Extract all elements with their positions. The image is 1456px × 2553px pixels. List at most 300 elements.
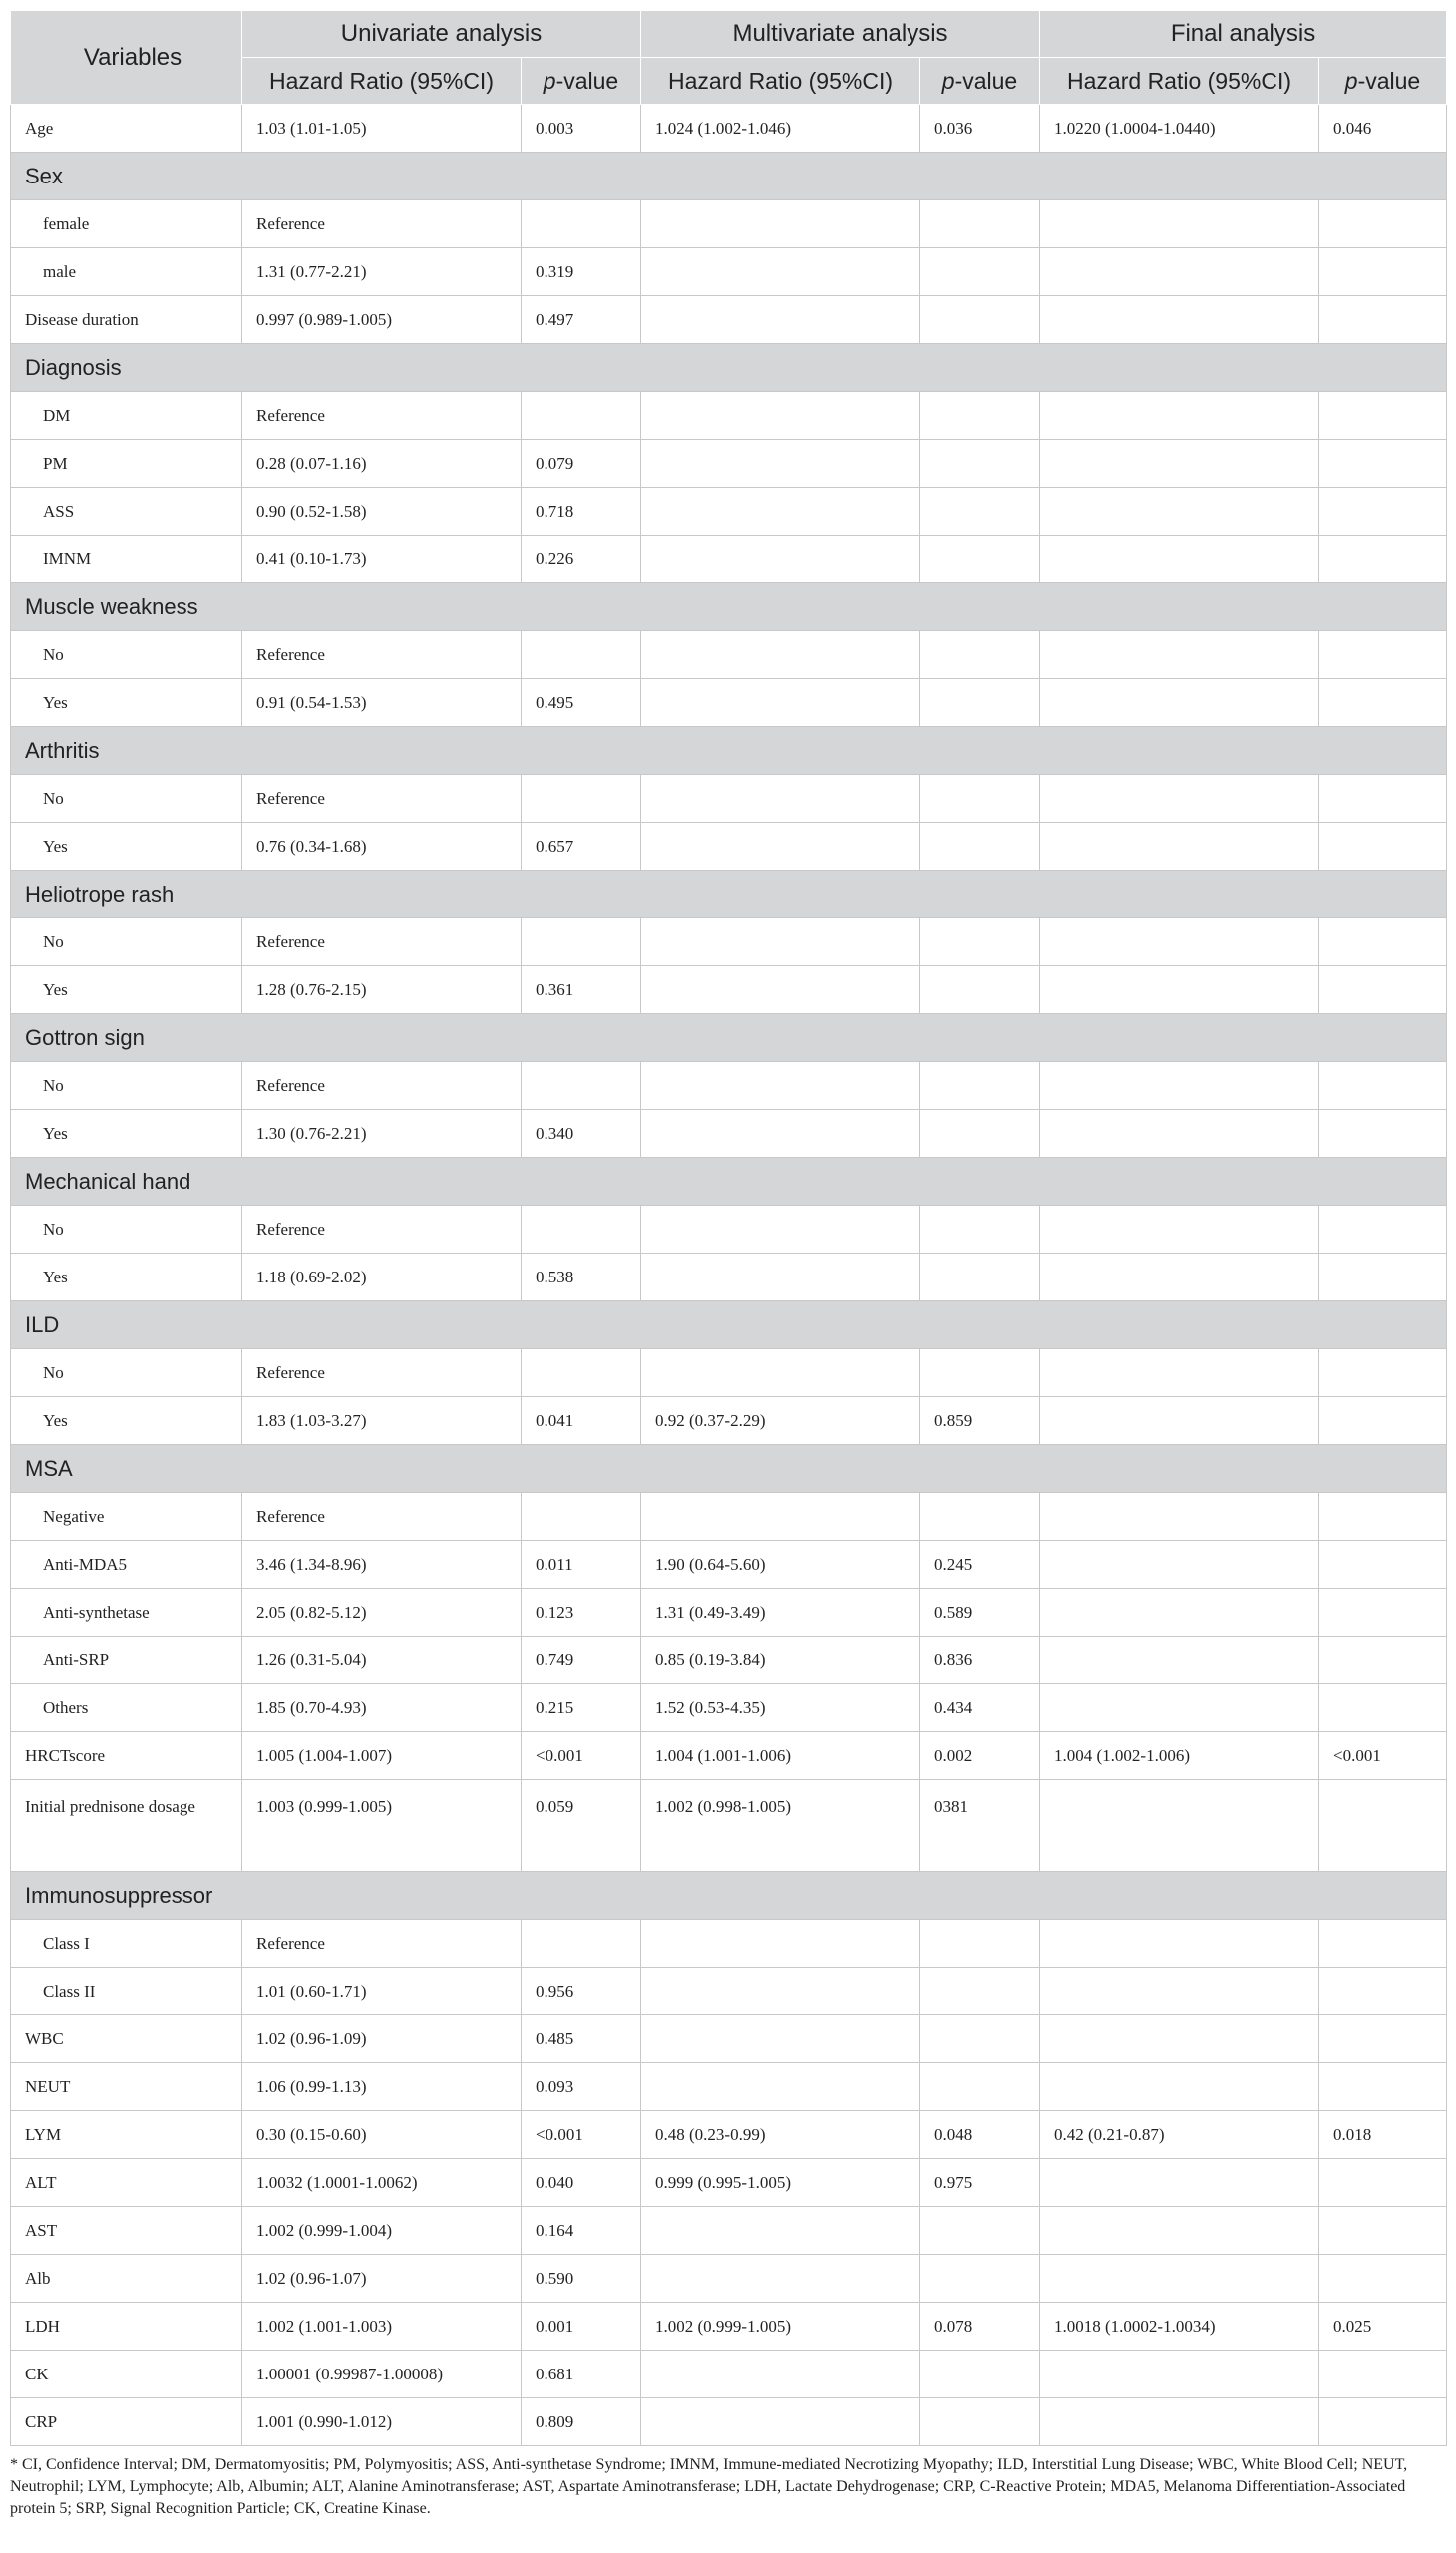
final-p-cell xyxy=(1319,536,1447,583)
final-p-cell xyxy=(1319,2398,1447,2446)
variables-header: Variables xyxy=(11,11,242,105)
multivariate-p-cell xyxy=(920,1254,1040,1301)
final-p-cell xyxy=(1319,2207,1447,2255)
multivariate-hr-cell xyxy=(641,1254,920,1301)
multivariate-hr-cell xyxy=(641,2207,920,2255)
final-p-cell xyxy=(1319,488,1447,536)
multivariate-p-cell: 0.434 xyxy=(920,1684,1040,1732)
multivariate-hr-cell xyxy=(641,823,920,871)
hazard-ratio-table xyxy=(10,10,1447,2446)
multivariate-p-cell xyxy=(920,1062,1040,1110)
final-hr-cell xyxy=(1040,679,1319,727)
footnote: * CI, Confidence Interval; DM, Dermatomyositis; PM, Polymyositis; ASS, Anti-synthetase Syndrome; IMNM, Immune-mediated Necrotizing Myopathy; ILD, Interstitial Lung Disease; WBC, White Blood Cell; NEUT, Neutrophil; LYM, Lymphocyte; Alb, Albumin; ALT, Alanine Aminotransferase; AST, Aspartate Aminotransferase; LDH, Lactate Dehydrogenase; CRP, C-Reactive Protein; MDA5, Melanoma Differentiation-Associated protein 5; SRP, Signal Recognition Particle; CK, Creatine Kinase. xyxy=(10,2456,1408,2517)
multivariate-hr-cell: 1.002 (0.999-1.005) xyxy=(641,2303,920,2351)
univariate-p-cell: 0.164 xyxy=(522,2207,641,2255)
final-p-cell xyxy=(1319,392,1447,440)
univariate-p-cell: <0.001 xyxy=(522,2111,641,2159)
multivariate-hr-header: Hazard Ratio (95%CI) xyxy=(641,58,920,105)
final-hr-cell xyxy=(1040,2207,1319,2255)
table-row xyxy=(11,1589,1447,1637)
multivariate-hr-cell xyxy=(641,200,920,248)
final-p-cell xyxy=(1319,2015,1447,2063)
variable-cell: Anti-SRP xyxy=(11,1637,242,1684)
univariate-hr-cell: 0.41 (0.10-1.73) xyxy=(242,536,522,583)
table-row xyxy=(11,536,1447,583)
final-p-cell xyxy=(1319,966,1447,1014)
univariate-hr-cell: 1.02 (0.96-1.07) xyxy=(242,2255,522,2303)
multivariate-hr-cell: 0.48 (0.23-0.99) xyxy=(641,2111,920,2159)
group-row xyxy=(11,344,1447,392)
group-label: Muscle weakness xyxy=(11,583,1447,631)
table-row xyxy=(11,1254,1447,1301)
final-p-cell xyxy=(1319,1397,1447,1445)
univariate-hr-cell: Reference xyxy=(242,1493,522,1541)
table-row xyxy=(11,1349,1447,1397)
table-row xyxy=(11,392,1447,440)
variable-cell: No xyxy=(11,775,242,823)
univariate-p-cell: 0.497 xyxy=(522,296,641,344)
univariate-hr-cell: 1.31 (0.77-2.21) xyxy=(242,248,522,296)
multivariate-p-cell: 0381 xyxy=(920,1780,1040,1872)
final-p-cell xyxy=(1319,1589,1447,1637)
univariate-hr-cell: 0.91 (0.54-1.53) xyxy=(242,679,522,727)
final-p-cell xyxy=(1319,631,1447,679)
univariate-hr-cell: Reference xyxy=(242,775,522,823)
univariate-p-cell: 0.718 xyxy=(522,488,641,536)
final-hr-cell xyxy=(1040,440,1319,488)
multivariate-hr-cell xyxy=(641,631,920,679)
multivariate-p-cell: 0.589 xyxy=(920,1589,1040,1637)
univariate-hr-cell: 1.06 (0.99-1.13) xyxy=(242,2063,522,2111)
multivariate-p-cell: 0.002 xyxy=(920,1732,1040,1780)
table-row xyxy=(11,488,1447,536)
univariate-p-cell: 0.059 xyxy=(522,1780,641,1872)
multivariate-p-cell xyxy=(920,775,1040,823)
variable-cell: Alb xyxy=(11,2255,242,2303)
multivariate-hr-cell xyxy=(641,679,920,727)
table-row xyxy=(11,1684,1447,1732)
variable-cell: Anti-synthetase xyxy=(11,1589,242,1637)
univariate-hr-header: Hazard Ratio (95%CI) xyxy=(242,58,522,105)
univariate-p-cell: 0.495 xyxy=(522,679,641,727)
variable-cell: No xyxy=(11,1206,242,1254)
multivariate-hr-cell xyxy=(641,1062,920,1110)
univariate-p-cell: 0.485 xyxy=(522,2015,641,2063)
univariate-hr-cell: 0.28 (0.07-1.16) xyxy=(242,440,522,488)
univariate-p-cell xyxy=(522,1920,641,1968)
univariate-p-cell: 0.123 xyxy=(522,1589,641,1637)
univariate-hr-cell: 1.0032 (1.0001-1.0062) xyxy=(242,2159,522,2207)
group-row xyxy=(11,1872,1447,1920)
univariate-p-cell: 0.590 xyxy=(522,2255,641,2303)
final-hr-cell xyxy=(1040,1110,1319,1158)
final-p-cell xyxy=(1319,1968,1447,2015)
multivariate-hr-cell xyxy=(641,2063,920,2111)
final-hr-cell xyxy=(1040,966,1319,1014)
variable-cell: Others xyxy=(11,1684,242,1732)
multivariate-hr-cell xyxy=(641,1206,920,1254)
group-row xyxy=(11,1445,1447,1493)
univariate-hr-cell: 1.85 (0.70-4.93) xyxy=(242,1684,522,1732)
final-hr-cell xyxy=(1040,823,1319,871)
final-hr-cell xyxy=(1040,2255,1319,2303)
group-label: Sex xyxy=(11,153,1447,200)
univariate-p-cell xyxy=(522,392,641,440)
multivariate-p-cell: 0.836 xyxy=(920,1637,1040,1684)
variable-cell: Disease duration xyxy=(11,296,242,344)
p-rest: -value xyxy=(1357,67,1421,94)
multivariate-p-cell xyxy=(920,2063,1040,2111)
table-row xyxy=(11,2207,1447,2255)
univariate-p-cell: 0.001 xyxy=(522,2303,641,2351)
final-hr-cell: 1.0220 (1.0004-1.0440) xyxy=(1040,105,1319,153)
final-p-cell xyxy=(1319,1541,1447,1589)
univariate-p-cell: 0.079 xyxy=(522,440,641,488)
multivariate-p-cell xyxy=(920,440,1040,488)
group-label: Heliotrope rash xyxy=(11,871,1447,918)
table-row xyxy=(11,918,1447,966)
univariate-hr-cell: 3.46 (1.34-8.96) xyxy=(242,1541,522,1589)
final-hr-cell xyxy=(1040,1684,1319,1732)
univariate-p-cell: 0.681 xyxy=(522,2351,641,2398)
multivariate-hr-cell: 1.004 (1.001-1.006) xyxy=(641,1732,920,1780)
final-hr-cell xyxy=(1040,296,1319,344)
final-p-header xyxy=(1319,58,1447,105)
final-hr-cell xyxy=(1040,1589,1319,1637)
final-hr-cell xyxy=(1040,2398,1319,2446)
variable-cell: LDH xyxy=(11,2303,242,2351)
final-p-cell xyxy=(1319,2063,1447,2111)
variable-cell: CRP xyxy=(11,2398,242,2446)
univariate-p-cell xyxy=(522,918,641,966)
multivariate-p-cell: 0.048 xyxy=(920,2111,1040,2159)
multivariate-p-cell xyxy=(920,918,1040,966)
univariate-hr-cell: 1.003 (0.999-1.005) xyxy=(242,1780,522,1872)
multivariate-p-cell xyxy=(920,200,1040,248)
final-hr-cell xyxy=(1040,1493,1319,1541)
variable-cell: Yes xyxy=(11,679,242,727)
multivariate-p-cell xyxy=(920,631,1040,679)
univariate-p-cell xyxy=(522,775,641,823)
univariate-p-cell: 0.011 xyxy=(522,1541,641,1589)
p-italic: p xyxy=(941,67,955,94)
univariate-hr-cell: Reference xyxy=(242,918,522,966)
group-row xyxy=(11,153,1447,200)
multivariate-hr-cell xyxy=(641,2398,920,2446)
final-p-cell xyxy=(1319,1349,1447,1397)
group-row xyxy=(11,1301,1447,1349)
variable-cell: No xyxy=(11,1062,242,1110)
final-hr-cell xyxy=(1040,1968,1319,2015)
univariate-p-cell: 0.340 xyxy=(522,1110,641,1158)
univariate-hr-cell: 1.005 (1.004-1.007) xyxy=(242,1732,522,1780)
final-p-cell xyxy=(1319,1920,1447,1968)
table-row xyxy=(11,2159,1447,2207)
univariate-hr-cell: 2.05 (0.82-5.12) xyxy=(242,1589,522,1637)
final-p-cell: 0.046 xyxy=(1319,105,1447,153)
final-hr-cell xyxy=(1040,775,1319,823)
multivariate-hr-cell: 1.31 (0.49-3.49) xyxy=(641,1589,920,1637)
p-rest: -value xyxy=(954,67,1018,94)
final-p-cell: 0.025 xyxy=(1319,2303,1447,2351)
multivariate-hr-cell: 0.85 (0.19-3.84) xyxy=(641,1637,920,1684)
univariate-p-header xyxy=(522,58,641,105)
univariate-hr-cell: 0.90 (0.52-1.58) xyxy=(242,488,522,536)
variable-cell: AST xyxy=(11,2207,242,2255)
multivariate-hr-cell xyxy=(641,1920,920,1968)
univariate-hr-cell: 0.30 (0.15-0.60) xyxy=(242,2111,522,2159)
multivariate-hr-cell: 1.90 (0.64-5.60) xyxy=(641,1541,920,1589)
final-hr-cell: 0.42 (0.21-0.87) xyxy=(1040,2111,1319,2159)
multivariate-p-cell: 0.078 xyxy=(920,2303,1040,2351)
variable-cell: No xyxy=(11,918,242,966)
final-hr-cell xyxy=(1040,631,1319,679)
final-hr-cell xyxy=(1040,1206,1319,1254)
multivariate-hr-cell: 1.024 (1.002-1.046) xyxy=(641,105,920,153)
univariate-hr-cell: 1.002 (1.001-1.003) xyxy=(242,2303,522,2351)
table-row xyxy=(11,1397,1447,1445)
final-hr-cell xyxy=(1040,1062,1319,1110)
table-row xyxy=(11,1732,1447,1780)
univariate-p-cell: 0.226 xyxy=(522,536,641,583)
univariate-hr-cell: 1.28 (0.76-2.15) xyxy=(242,966,522,1014)
multivariate-hr-cell xyxy=(641,2015,920,2063)
final-p-cell xyxy=(1319,823,1447,871)
final-p-cell xyxy=(1319,2255,1447,2303)
multivariate-hr-cell xyxy=(641,248,920,296)
final-p-cell xyxy=(1319,918,1447,966)
final-hr-cell xyxy=(1040,1637,1319,1684)
final-p-cell xyxy=(1319,1637,1447,1684)
table-row xyxy=(11,248,1447,296)
table-row xyxy=(11,823,1447,871)
final-hr-cell xyxy=(1040,536,1319,583)
multivariate-p-cell xyxy=(920,1206,1040,1254)
univariate-hr-cell: 1.02 (0.96-1.09) xyxy=(242,2015,522,2063)
multivariate-p-cell xyxy=(920,488,1040,536)
final-hr-cell xyxy=(1040,1780,1319,1872)
final-p-cell xyxy=(1319,1110,1447,1158)
final-p-cell: 0.018 xyxy=(1319,2111,1447,2159)
univariate-hr-cell: 1.002 (0.999-1.004) xyxy=(242,2207,522,2255)
table-body xyxy=(11,105,1447,2446)
multivariate-hr-cell: 1.002 (0.998-1.005) xyxy=(641,1780,920,1872)
table-row xyxy=(11,296,1447,344)
multivariate-p-cell xyxy=(920,1110,1040,1158)
multivariate-hr-cell xyxy=(641,2351,920,2398)
multivariate-p-cell xyxy=(920,296,1040,344)
univariate-p-cell xyxy=(522,1349,641,1397)
final-p-cell xyxy=(1319,2159,1447,2207)
univariate-p-cell xyxy=(522,631,641,679)
multivariate-hr-cell xyxy=(641,2255,920,2303)
multivariate-p-cell: 0.036 xyxy=(920,105,1040,153)
multivariate-p-cell xyxy=(920,966,1040,1014)
final-hr-cell xyxy=(1040,918,1319,966)
multivariate-hr-cell xyxy=(641,1349,920,1397)
multivariate-p-cell xyxy=(920,392,1040,440)
univariate-p-cell xyxy=(522,1062,641,1110)
univariate-hr-cell: 1.00001 (0.99987-1.00008) xyxy=(242,2351,522,2398)
univariate-header: Univariate analysis xyxy=(242,11,641,58)
univariate-p-cell: 0.003 xyxy=(522,105,641,153)
variable-cell: ALT xyxy=(11,2159,242,2207)
variable-cell: Yes xyxy=(11,966,242,1014)
univariate-hr-cell: Reference xyxy=(242,1920,522,1968)
final-header: Final analysis xyxy=(1040,11,1447,58)
variable-cell: IMNM xyxy=(11,536,242,583)
univariate-p-cell: 0.956 xyxy=(522,1968,641,2015)
multivariate-p-cell xyxy=(920,679,1040,727)
group-label: Mechanical hand xyxy=(11,1158,1447,1206)
variable-cell: HRCTscore xyxy=(11,1732,242,1780)
multivariate-p-cell xyxy=(920,2015,1040,2063)
variable-cell: Class II xyxy=(11,1968,242,2015)
group-label: Diagnosis xyxy=(11,344,1447,392)
final-hr-cell: 1.004 (1.002-1.006) xyxy=(1040,1732,1319,1780)
final-hr-cell: 1.0018 (1.0002-1.0034) xyxy=(1040,2303,1319,2351)
univariate-p-cell xyxy=(522,200,641,248)
group-row xyxy=(11,871,1447,918)
multivariate-p-cell xyxy=(920,823,1040,871)
variable-cell: Initial prednisone dosage xyxy=(11,1780,242,1872)
final-hr-cell xyxy=(1040,1920,1319,1968)
univariate-hr-cell: Reference xyxy=(242,1206,522,1254)
univariate-hr-cell: Reference xyxy=(242,631,522,679)
table-row xyxy=(11,2255,1447,2303)
univariate-p-cell: 0.319 xyxy=(522,248,641,296)
group-label: Arthritis xyxy=(11,727,1447,775)
final-hr-header: Hazard Ratio (95%CI) xyxy=(1040,58,1319,105)
final-hr-cell xyxy=(1040,200,1319,248)
univariate-p-cell: 0.041 xyxy=(522,1397,641,1445)
univariate-hr-cell: 0.997 (0.989-1.005) xyxy=(242,296,522,344)
table-row xyxy=(11,1780,1447,1872)
table-row xyxy=(11,440,1447,488)
variable-cell: PM xyxy=(11,440,242,488)
univariate-hr-cell: Reference xyxy=(242,1349,522,1397)
univariate-p-cell xyxy=(522,1493,641,1541)
variable-cell: Yes xyxy=(11,1110,242,1158)
final-hr-cell xyxy=(1040,2063,1319,2111)
table-row xyxy=(11,1541,1447,1589)
variable-cell: No xyxy=(11,631,242,679)
table-row xyxy=(11,1110,1447,1158)
group-row xyxy=(11,727,1447,775)
final-p-cell xyxy=(1319,1780,1447,1872)
final-hr-cell xyxy=(1040,1254,1319,1301)
variable-cell: female xyxy=(11,200,242,248)
multivariate-hr-cell xyxy=(641,966,920,1014)
table-row xyxy=(11,2303,1447,2351)
final-p-cell xyxy=(1319,248,1447,296)
variable-cell: Class I xyxy=(11,1920,242,1968)
multivariate-p-cell xyxy=(920,1920,1040,1968)
final-hr-cell xyxy=(1040,248,1319,296)
multivariate-header: Multivariate analysis xyxy=(641,11,1040,58)
univariate-p-cell: 0.093 xyxy=(522,2063,641,2111)
final-p-cell xyxy=(1319,1493,1447,1541)
univariate-hr-cell: 1.03 (1.01-1.05) xyxy=(242,105,522,153)
multivariate-p-cell xyxy=(920,2255,1040,2303)
multivariate-p-cell xyxy=(920,2207,1040,2255)
univariate-hr-cell: 1.001 (0.990-1.012) xyxy=(242,2398,522,2446)
final-hr-cell xyxy=(1040,1397,1319,1445)
group-label: MSA xyxy=(11,1445,1447,1493)
table-row xyxy=(11,1206,1447,1254)
univariate-hr-cell: Reference xyxy=(242,200,522,248)
univariate-p-cell: 0.040 xyxy=(522,2159,641,2207)
table-row xyxy=(11,2111,1447,2159)
final-p-cell xyxy=(1319,200,1447,248)
table-row xyxy=(11,2063,1447,2111)
table-row xyxy=(11,631,1447,679)
variable-cell: Yes xyxy=(11,1397,242,1445)
multivariate-p-cell: 0.859 xyxy=(920,1397,1040,1445)
multivariate-p-cell xyxy=(920,2398,1040,2446)
univariate-hr-cell: 0.76 (0.34-1.68) xyxy=(242,823,522,871)
variable-cell: NEUT xyxy=(11,2063,242,2111)
multivariate-p-cell: 0.245 xyxy=(920,1541,1040,1589)
univariate-hr-cell: Reference xyxy=(242,392,522,440)
univariate-hr-cell: 1.18 (0.69-2.02) xyxy=(242,1254,522,1301)
univariate-p-cell: <0.001 xyxy=(522,1732,641,1780)
multivariate-p-cell xyxy=(920,248,1040,296)
table-row xyxy=(11,966,1447,1014)
group-label: Immunosuppressor xyxy=(11,1872,1447,1920)
p-rest: -value xyxy=(555,67,619,94)
final-p-cell xyxy=(1319,440,1447,488)
variable-cell: Anti-MDA5 xyxy=(11,1541,242,1589)
variable-cell: LYM xyxy=(11,2111,242,2159)
univariate-hr-cell: 1.83 (1.03-3.27) xyxy=(242,1397,522,1445)
multivariate-p-cell xyxy=(920,2351,1040,2398)
table-row xyxy=(11,1062,1447,1110)
table-row xyxy=(11,2351,1447,2398)
univariate-hr-cell: 1.30 (0.76-2.21) xyxy=(242,1110,522,1158)
final-hr-cell xyxy=(1040,488,1319,536)
final-hr-cell xyxy=(1040,2351,1319,2398)
final-p-cell xyxy=(1319,2351,1447,2398)
final-p-cell xyxy=(1319,1254,1447,1301)
variable-cell: CK xyxy=(11,2351,242,2398)
multivariate-hr-cell xyxy=(641,440,920,488)
variable-cell: No xyxy=(11,1349,242,1397)
table-header xyxy=(11,11,1447,105)
final-p-cell: <0.001 xyxy=(1319,1732,1447,1780)
table-row xyxy=(11,1920,1447,1968)
variable-cell: Negative xyxy=(11,1493,242,1541)
table-row xyxy=(11,2015,1447,2063)
multivariate-hr-cell: 0.999 (0.995-1.005) xyxy=(641,2159,920,2207)
variable-cell: ASS xyxy=(11,488,242,536)
group-row xyxy=(11,583,1447,631)
table-container xyxy=(10,10,1446,2520)
multivariate-p-cell xyxy=(920,1349,1040,1397)
multivariate-hr-cell xyxy=(641,296,920,344)
multivariate-hr-cell xyxy=(641,918,920,966)
group-label: Gottron sign xyxy=(11,1014,1447,1062)
univariate-p-cell: 0.749 xyxy=(522,1637,641,1684)
p-italic: p xyxy=(543,67,556,94)
table-row xyxy=(11,200,1447,248)
table-row xyxy=(11,1968,1447,2015)
univariate-hr-cell: Reference xyxy=(242,1062,522,1110)
multivariate-p-cell: 0.975 xyxy=(920,2159,1040,2207)
univariate-hr-cell: 1.26 (0.31-5.04) xyxy=(242,1637,522,1684)
final-p-cell xyxy=(1319,775,1447,823)
multivariate-hr-cell xyxy=(641,488,920,536)
